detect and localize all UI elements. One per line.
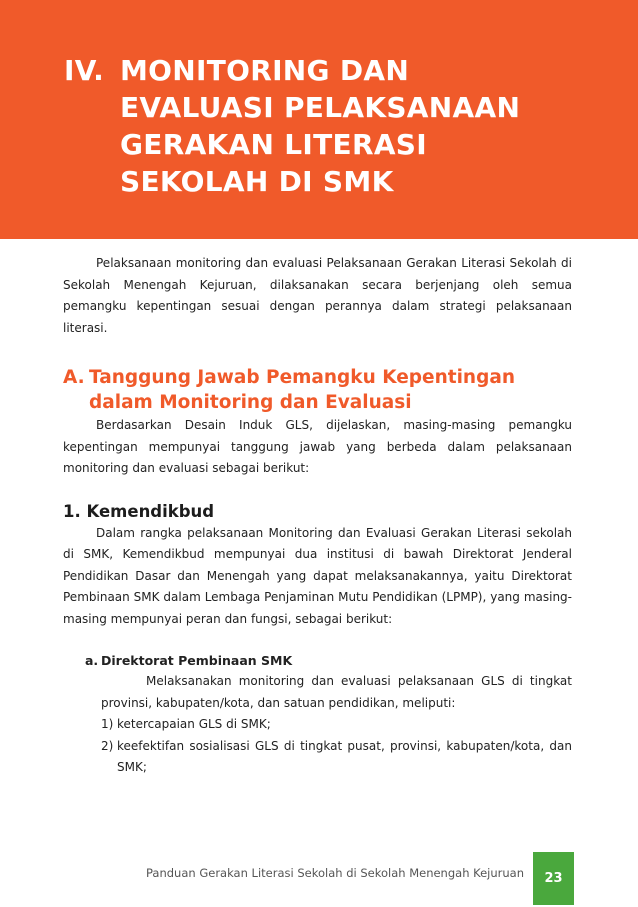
page-content: [63, 253, 572, 779]
page-number-badge: [533, 852, 574, 905]
subsection-a-heading: [85, 650, 572, 671]
section-a-heading: [63, 365, 572, 415]
list-item: [101, 714, 572, 736]
section-1-paragraph: Dalam rangka pelaksanaan Monitoring dan Evaluasi Gerakan Literasi sekolah di SMK, Kemendikbud mempunyai dua institusi di bawah Direktorat Jenderal Pendidikan Dasar dan Menengah yang dapat melaksanakannya, yaitu Direktorat Pembinaan SMK dalam Lembaga Penjaminan Mutu Pendidikan (LPMP), yang masing-masing mempunyai peran dan fungsi, sebagai berikut:: [63, 525, 572, 626]
chapter-title-line-3: GERAKAN LITERASI: [120, 128, 427, 161]
chapter-title-line-2: EVALUASI PELAKSANAAN: [120, 91, 521, 124]
list-item-text: keefektifan sosialisasi GLS di tingkat pusat, provinsi, kabupaten/kota, dan SMK;: [117, 738, 572, 774]
subsection-a-paragraph: Melaksanakan monitoring dan evaluasi pelaksanaan GLS di tingkat provinsi, kabupaten/kota, dan satuan pendidikan, meliputi:: [101, 674, 572, 710]
subsection-a: [63, 650, 572, 779]
chapter-title-line-1: IV. MONITORING DAN: [64, 54, 410, 87]
section-a-label: A.: [63, 367, 85, 388]
subsection-a-body: [85, 671, 572, 779]
chapter-banner: [0, 0, 638, 239]
subsection-a-label: a.: [85, 653, 99, 668]
subsection-a-title: Direktorat Pembinaan SMK: [101, 653, 293, 668]
list-item: [101, 736, 572, 779]
chapter-number: IV.: [64, 54, 105, 87]
intro-paragraph: Pelaksanaan monitoring dan evaluasi Pelaksanaan Gerakan Literasi Sekolah di Sekolah Menengah Kejuruan, dilaksanakan secara berjenjang oleh semua pemangku kepentingan sesuai dengan perannya dalam strategi pelaksanaan literasi.: [63, 256, 572, 335]
section-a-paragraph: Berdasarkan Desain Induk GLS, dijelaskan, masing-masing pemangku kepentingan mempunyai tanggung jawab yang berbeda dalam pelaksanaan monitoring dan evaluasi sebagai berikut:: [63, 418, 572, 475]
chapter-title-line-4: SEKOLAH DI SMK: [120, 165, 394, 198]
page-number: 23: [544, 871, 563, 886]
list-item-number: 2): [101, 738, 114, 753]
section-a-title: Tanggung Jawab Pemangku Kepentingan dalam Monitoring dan Evaluasi: [89, 367, 515, 413]
section-1-heading: 1. Kemendikbud: [63, 501, 215, 521]
list-item-text: ketercapaian GLS di SMK;: [117, 717, 271, 731]
chapter-title: [64, 52, 520, 200]
footer-text: Panduan Gerakan Literasi Sekolah di Sekolah Menengah Kejuruan: [146, 866, 525, 880]
list-item-number: 1): [101, 717, 114, 731]
